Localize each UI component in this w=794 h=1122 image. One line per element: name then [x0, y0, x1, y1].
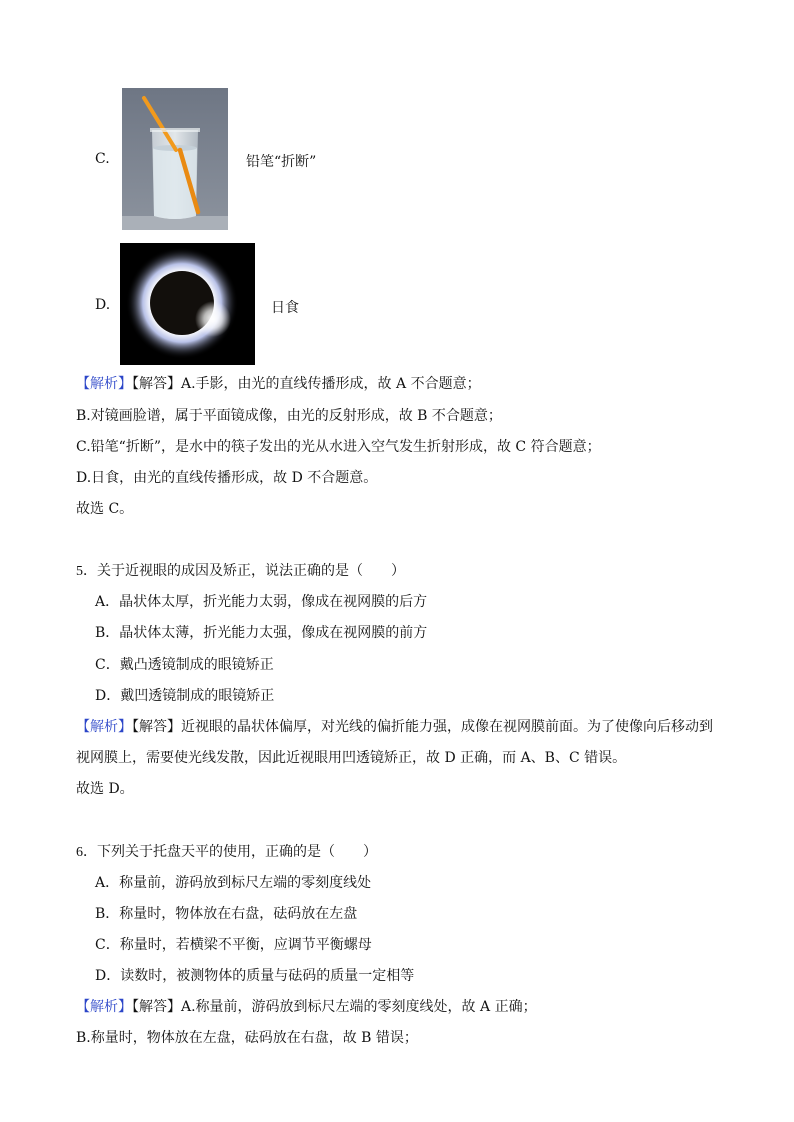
- q5-stem: 5．关于近视眼的成因及矫正，说法正确的是（ ）: [76, 563, 405, 579]
- q4-analysis-line-4: D.日食，由光的直线传播形成，故 D 不合题意。: [76, 470, 378, 486]
- figure-d-letter: D.: [95, 297, 111, 313]
- q4-analysis-line-1: 【解析】【解答】A.手影，由光的直线传播形成，故 A 不合题意；: [76, 376, 481, 392]
- q6-analysis-line-1: 【解析】【解答】A.称量前，游码放到标尺左端的零刻度线处，故 A 正确；: [76, 999, 537, 1015]
- answer-tag: 【解答】: [132, 999, 181, 1015]
- q6-stem: 6．下列关于托盘天平的使用，正确的是（ ）: [76, 844, 377, 860]
- q5-option-b: B．晶状体太薄，折光能力太强，像成在视网膜的前方: [95, 625, 428, 641]
- q5-option-a: A．晶状体太厚，折光能力太弱，像成在视网膜的后方: [95, 594, 428, 610]
- analysis-tag: 【解析】: [76, 719, 132, 735]
- q4-analysis-line-3: C.铅笔“折断”，是水中的筷子发出的光从水进入空气发生折射形成，故 C 符合题意；: [76, 439, 601, 455]
- figure-d-caption: 日食: [271, 300, 299, 316]
- q4-analysis-line-2: B.对镜画脸谱，属于平面镜成像，由光的反射形成，故 B 不合题意；: [76, 408, 502, 424]
- q5-conclusion: 故选 D。: [76, 781, 134, 797]
- answer-tag: 【解答】: [132, 719, 181, 735]
- q6-option-b: B．称量时，物体放在右盘，砝码放在左盘: [95, 906, 358, 922]
- q6-option-d: D．读数时，被测物体的质量与砝码的质量一定相等: [95, 968, 415, 984]
- figure-c-letter: C.: [95, 151, 110, 167]
- q6-option-a: A．称量前，游码放到标尺左端的零刻度线处: [95, 875, 372, 891]
- q6-option-c: C．称量时，若横梁不平衡，应调节平衡螺母: [95, 937, 372, 953]
- solar-eclipse-image: [120, 243, 255, 365]
- q5-option-d: D．戴凹透镜制成的眼镜矫正: [95, 688, 275, 704]
- q6-number: 6．: [76, 845, 97, 860]
- analysis-tag: 【解析】: [76, 999, 132, 1015]
- q5-number: 5．: [76, 564, 97, 579]
- q6-analysis-line-2: B.称量时，物体放在左盘，砝码放在右盘，故 B 错误；: [76, 1030, 418, 1046]
- q5-option-c: C．戴凸透镜制成的眼镜矫正: [95, 657, 274, 673]
- answer-tag: 【解答】: [132, 376, 181, 392]
- pencil-in-glass-image: [122, 88, 228, 230]
- figure-c-caption: 铅笔“折断”: [246, 154, 317, 170]
- q5-analysis-line-1: 【解析】【解答】近视眼的晶状体偏厚，对光线的偏折能力强，成像在视网膜前面。为了使像向后移动到: [76, 719, 713, 735]
- analysis-tag: 【解析】: [76, 376, 132, 392]
- q4-conclusion: 故选 C。: [76, 501, 134, 517]
- q5-analysis-line-2: 视网膜上，需要使光线发散，因此近视眼用凹透镜矫正，故 D 正确，而 A、B、C 错误。: [76, 750, 627, 766]
